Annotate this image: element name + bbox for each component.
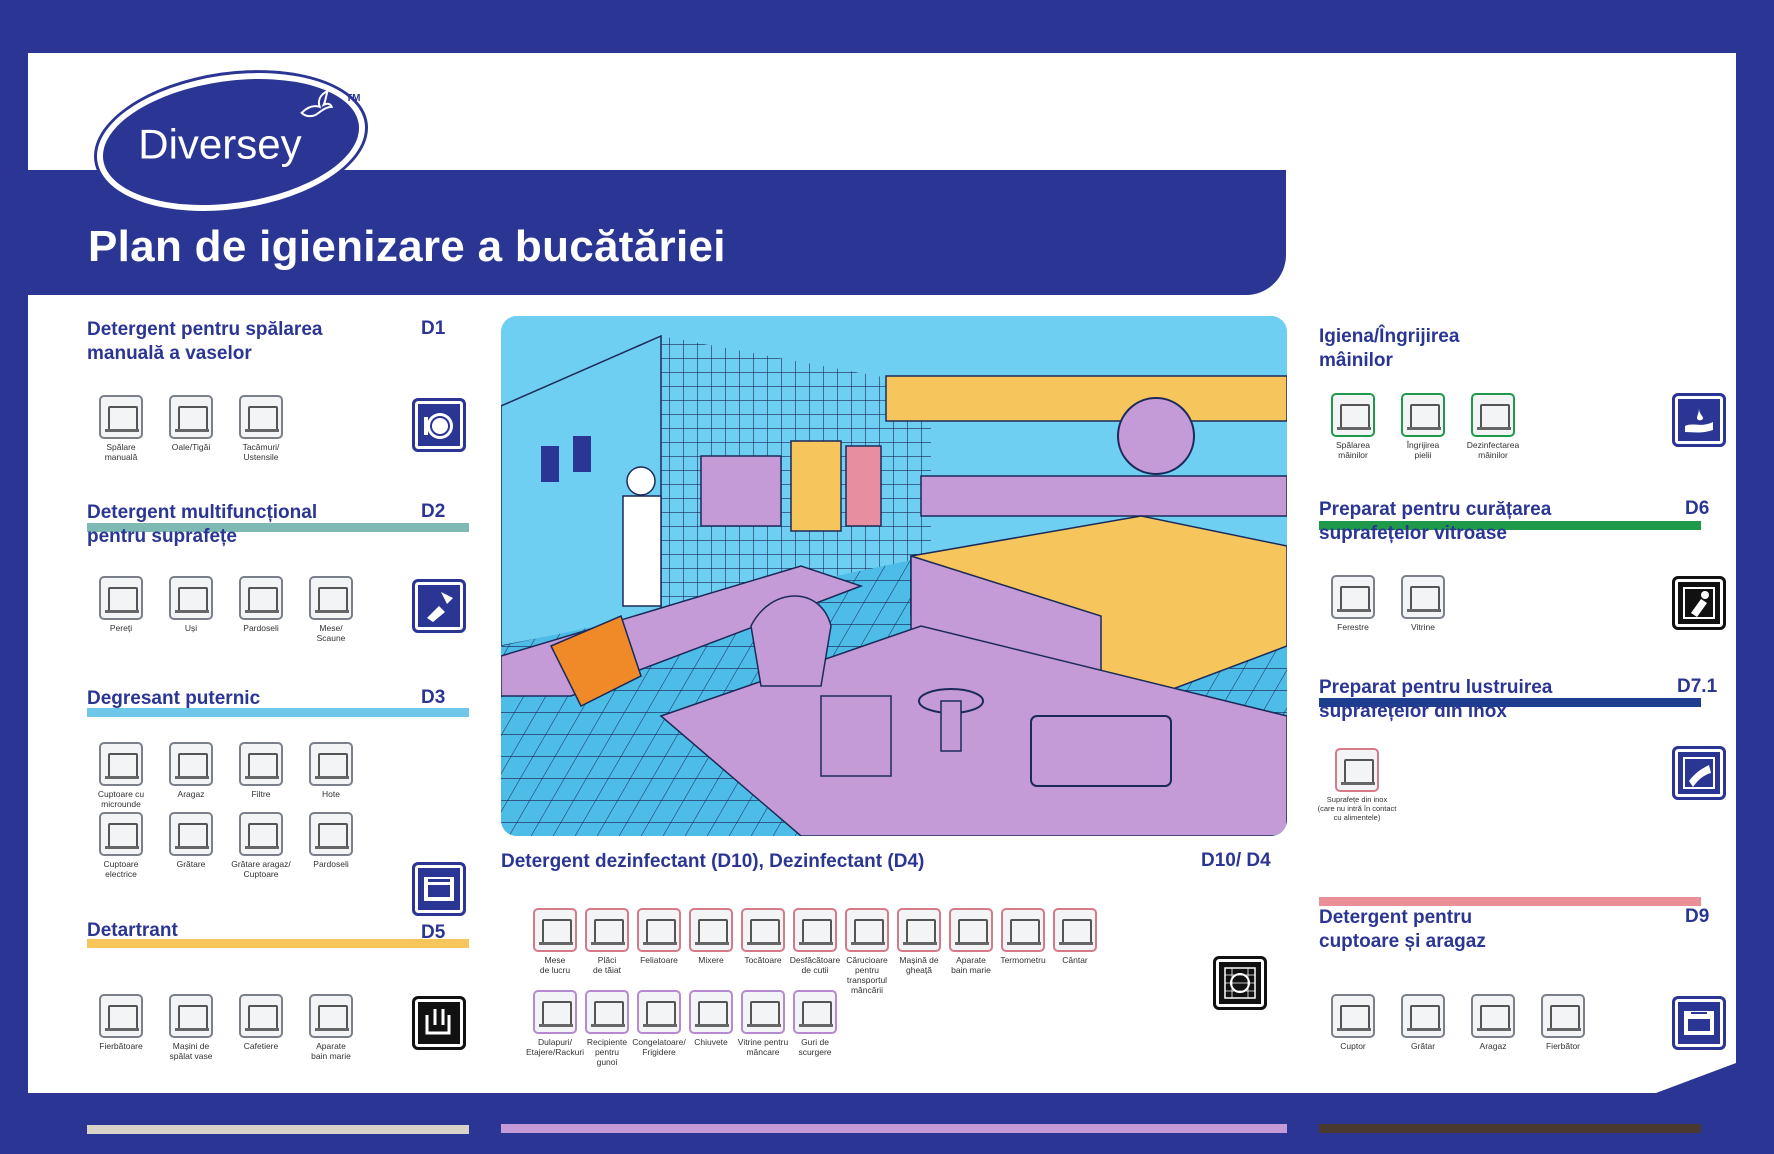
item-filtre: Filtre <box>229 742 293 799</box>
drain-icon <box>793 990 837 1034</box>
sheet-corner <box>1656 1063 1736 1093</box>
table-chair-icon <box>309 576 353 620</box>
trademark-mark: TM <box>346 93 361 104</box>
item-dezinfectarea-mainilor: Dezinfectarea mâinilor <box>1461 393 1525 460</box>
item-tocatoare: Tocătoare <box>731 908 795 965</box>
section-d5-title: Detartrant <box>87 920 178 941</box>
page-title: Plan de igienizare a bucătăriei <box>88 222 726 271</box>
wall-icon <box>99 576 143 620</box>
range-oven-icon <box>239 812 283 856</box>
section-d10-d4 <box>501 850 1287 1135</box>
mixer-icon <box>689 908 733 952</box>
section-hands-title: Igiena/Îngrijirea mâinilor <box>1319 326 1460 371</box>
bain-marie-icon <box>949 908 993 952</box>
bain-marie-icon <box>309 994 353 1038</box>
cutting-board-icon <box>585 908 629 952</box>
grill-icon <box>169 812 213 856</box>
dishwashing-icon <box>99 395 143 439</box>
item-vitrine-mancare: Vitrine pentru mâncare <box>731 990 795 1057</box>
item-chiuvete: Chiuvete <box>679 990 743 1047</box>
item-aragaz-d9: Aragaz <box>1461 994 1525 1051</box>
coffee-machine-icon <box>239 994 283 1038</box>
window-icon <box>1331 575 1375 619</box>
item-mese-scaune: Mese/ Scaune <box>299 576 363 643</box>
section-d71-title: Preparat pentru lustruirea suprafețelor din inox <box>1319 677 1553 722</box>
item-cantar: Cântar <box>1043 908 1107 965</box>
spray-wipe-icon <box>412 579 466 633</box>
can-opener-icon <box>793 908 837 952</box>
filter-icon <box>239 742 283 786</box>
door-icon <box>169 576 213 620</box>
food-trolley-icon <box>845 908 889 952</box>
section-d5 <box>87 919 469 1139</box>
item-fierbator: Fierbător <box>1531 994 1595 1051</box>
item-suprafete-inox: Suprafețe din inox (care nu intră în contact cu alimentele) <box>1311 748 1403 822</box>
item-guri-scurgere: Guri de scurgere <box>783 990 847 1057</box>
shelving-icon <box>533 990 577 1034</box>
section-d2 <box>87 501 469 716</box>
electric-oven-icon <box>99 812 143 856</box>
section-d71-rule <box>1319 897 1701 906</box>
section-d1-title: Detergent pentru spălarea manuală a vaselor <box>87 319 323 364</box>
section-d6-code: D6 <box>1685 498 1710 519</box>
item-mese-lucru: Mese de lucru <box>523 908 587 975</box>
hand-sanitizer-icon <box>1471 393 1515 437</box>
food-display-icon <box>741 990 785 1034</box>
handwash-icon <box>1331 393 1375 437</box>
item-fierbatoare: Fierbătoare <box>89 994 153 1051</box>
grill-icon <box>1401 994 1445 1038</box>
section-d1-code: D1 <box>421 318 446 339</box>
item-pardoseli-d3: Pardoseli <box>299 812 363 869</box>
section-d5-rule <box>87 1125 469 1134</box>
item-tacamuri: Tacâmuri/ Ustensile <box>229 395 293 462</box>
item-desfacatoare: Desfăcătoare de cutii <box>783 908 847 975</box>
section-d10-code: D10/ D4 <box>1201 850 1271 871</box>
section-d3-code: D3 <box>421 687 446 708</box>
sink-icon <box>689 990 733 1034</box>
item-usi: Uși <box>159 576 223 633</box>
item-oale-tigai: Oale/Tigăi <box>159 395 223 452</box>
section-d5-code: D5 <box>421 922 446 943</box>
section-d9 <box>1319 906 1710 1136</box>
item-gratare-aragaz: Grătare aragaz/ Cuptoare <box>229 812 293 879</box>
item-placi-taiat: Plăci de tăiat <box>575 908 639 975</box>
dishwasher-icon <box>169 994 213 1038</box>
item-pereti: Pereți <box>89 576 153 633</box>
showcase-icon <box>1401 575 1445 619</box>
item-gratar: Grătar <box>1391 994 1455 1051</box>
item-cuptoare-microunde: Cuptoare cu microunde <box>89 742 153 809</box>
hummingbird-icon <box>298 87 334 123</box>
item-mixere: Mixere <box>679 908 743 965</box>
section-d71 <box>1317 676 1718 906</box>
item-masina-gheata: Mașină de gheață <box>887 908 951 975</box>
item-congelatoare: Congelatoare/ Frigidere <box>627 990 691 1057</box>
boiler-icon <box>99 994 143 1038</box>
oven-icon <box>412 862 466 916</box>
item-ingrijirea-pielii: Îngrijirea pielii <box>1391 393 1455 460</box>
trash-bin-icon <box>585 990 629 1034</box>
cutlery-icon <box>239 395 283 439</box>
glass-cleaner-icon <box>1672 576 1726 630</box>
item-cuptoare-electrice: Cuptoare electrice <box>89 812 153 879</box>
thermometer-icon <box>1001 908 1045 952</box>
section-d9-code: D9 <box>1685 906 1710 927</box>
floor-icon <box>309 812 353 856</box>
item-spalarea-mainilor: Spălarea mâinilor <box>1321 393 1385 460</box>
hand-care-icon <box>1672 393 1726 447</box>
stainless-surface-icon <box>1335 748 1379 792</box>
item-feliatoare: Feliatoare <box>627 908 691 965</box>
item-pardoseli: Pardoseli <box>229 576 293 633</box>
slicer-icon <box>637 908 681 952</box>
cooker-icon <box>1331 994 1375 1038</box>
item-recipiente-gunoi: Recipiente pentru gunoi <box>575 990 639 1067</box>
microwave-icon <box>99 742 143 786</box>
freezer-icon <box>637 990 681 1034</box>
item-masini-spalat: Mașini de spălat vase <box>159 994 223 1061</box>
item-cuptor: Cuptor <box>1321 994 1385 1051</box>
section-d6-title: Preparat pentru curățarea suprafețelor vitroase <box>1319 499 1552 544</box>
kitchen-illustration <box>501 316 1287 836</box>
item-dulapuri: Dulapuri/ Etajere/Rackuri <box>523 990 587 1057</box>
item-vitrine: Vitrine <box>1391 575 1455 632</box>
section-d9-title: Detergent pentru cuptoare și aragaz <box>1319 907 1486 952</box>
section-d10-rule <box>501 1124 1287 1133</box>
item-spalare-manuala: Spălare manuală <box>89 395 153 462</box>
stove-icon <box>169 742 213 786</box>
item-hote: Hote <box>299 742 363 799</box>
item-termometru: Termometru <box>991 908 1055 965</box>
pots-icon <box>169 395 213 439</box>
scale-icon <box>1053 908 1097 952</box>
steel-polish-icon <box>1672 746 1726 800</box>
item-cafetiere: Cafetiere <box>229 994 293 1051</box>
boiler-icon <box>1541 994 1585 1038</box>
skin-care-icon <box>1401 393 1445 437</box>
item-aragaz: Aragaz <box>159 742 223 799</box>
dish-icon <box>412 398 466 452</box>
disinfectant-icon <box>1213 956 1267 1010</box>
item-bain-marie: Aparate bain marie <box>299 994 363 1061</box>
hood-icon <box>309 742 353 786</box>
item-aparate-bain-marie: Aparate bain marie <box>939 908 1003 975</box>
stove-icon <box>1471 994 1515 1038</box>
section-d9-rule <box>1319 1124 1701 1133</box>
worktable-icon <box>533 908 577 952</box>
logo-wordmark: Diversey <box>138 120 302 168</box>
grinder-icon <box>741 908 785 952</box>
section-d3 <box>87 687 469 947</box>
item-carucioare: Cărucioare pentru transportul mâncării <box>835 908 899 995</box>
section-d2-code: D2 <box>421 501 446 522</box>
section-d3-title: Degresant puternic <box>87 688 261 709</box>
item-ferestre: Ferestre <box>1321 575 1385 632</box>
ice-machine-icon <box>897 908 941 952</box>
poster-sheet <box>28 53 1736 1093</box>
section-d10-title: Detergent dezinfectant (D10), Dezinfectant (D4) <box>501 851 925 872</box>
section-d2-title: Detergent multifuncțional pentru suprafețe <box>87 502 318 547</box>
section-d71-code: D7.1 <box>1677 676 1718 697</box>
oven-cleaner-icon <box>1672 996 1726 1050</box>
floor-icon <box>239 576 283 620</box>
item-gratare: Grătare <box>159 812 223 869</box>
descaler-icon <box>412 996 466 1050</box>
